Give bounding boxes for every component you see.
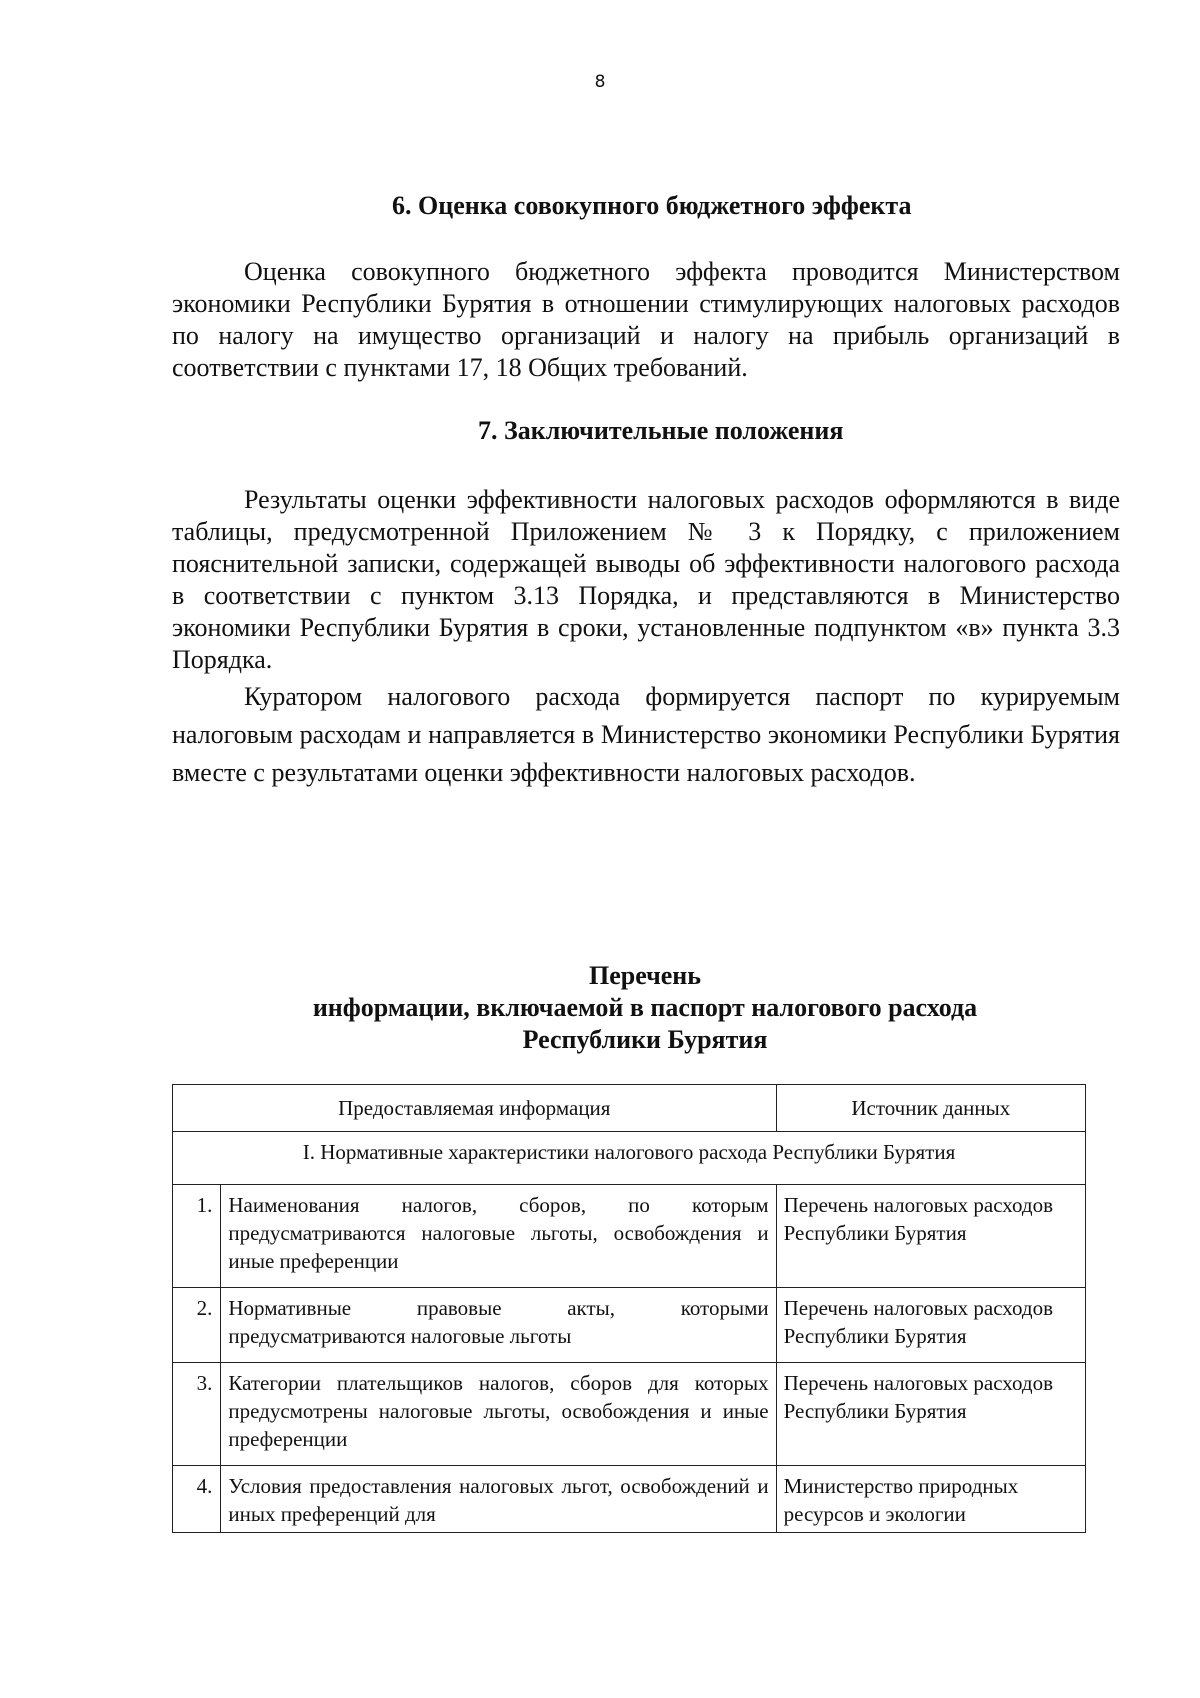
row-source: Перечень налоговых расходов Республики Бурятия <box>776 1288 1085 1363</box>
list-title-line-1: Перечень <box>588 961 702 990</box>
table-row <box>173 1288 1086 1363</box>
section-6-heading: 6. Оценка совокупного бюджетного эффекта <box>392 191 912 220</box>
row-number: 2. <box>173 1288 221 1363</box>
row-info: Категории плательщиков налогов, сборов для которых предусмотрены налоговые льготы, освобождения и иные преференции <box>221 1363 776 1466</box>
section-6-paragraph: Оценка совокупного бюджетного эффекта проводится Министерством экономики Республики Бурятия в отношении стимулирующих налоговых расходов по налогу на имущество организаций и налогу на прибыль организаций в соответствии с пунктами 17, 18 Общих требований. <box>172 257 1120 382</box>
row-number: 4. <box>173 1466 221 1533</box>
table-header-row <box>173 1085 1086 1132</box>
table-row <box>173 1363 1086 1466</box>
row-source: Перечень налоговых расходов Республики Бурятия <box>776 1363 1085 1466</box>
table-row <box>173 1185 1086 1288</box>
row-number: 1. <box>173 1185 221 1288</box>
header-source: Источник данных <box>776 1085 1085 1132</box>
table-row <box>173 1466 1086 1533</box>
list-title-line-2: информации, включаемой в паспорт налогового расхода <box>312 993 978 1022</box>
table-section-row <box>173 1132 1086 1185</box>
row-info: Наименования налогов, сборов, по которым предусматриваются налоговые льготы, освобождения и иные преференции <box>221 1185 776 1288</box>
passport-info-table <box>172 1084 1086 1533</box>
header-info: Предоставляемая информация <box>173 1085 777 1132</box>
section-title: I. Нормативные характеристики налогового расхода Республики Бурятия <box>173 1132 1086 1185</box>
section-7-paragraph-1: Результаты оценки эффективности налоговых расходов оформляются в виде таблицы, предусмотренной Приложением № 3 к Порядку, с приложением пояснительной записки, содержащей выводы об эффективности налогового расхода в соответствии с пунктом 3.13 Порядка, и представляются в Министерство экономики Республики Бурятия в сроки, установленные подпунктом «в» пункта 3.3 Порядка. <box>172 485 1120 674</box>
row-info: Условия предоставления налоговых льгот, освобождений и иных преференций для <box>221 1466 776 1533</box>
section-7-paragraph-2: Куратором налогового расхода формируется паспорт по курируемым налоговым расходам и направляется в Министерство экономики Республики Бурятия вместе с результатами оценки эффективности налоговых расходов. <box>172 682 1120 787</box>
row-source: Перечень налоговых расходов Республики Бурятия <box>776 1185 1085 1288</box>
row-source: Министерство природных ресурсов и экологии <box>776 1466 1085 1533</box>
section-7-heading: 7. Заключительные положения <box>478 416 844 445</box>
list-title-line-3: Республики Бурятия <box>522 1025 768 1054</box>
list-title <box>0 960 1200 1056</box>
row-info: Нормативные правовые акты, которыми предусматриваются налоговые льготы <box>221 1288 776 1363</box>
row-number: 3. <box>173 1363 221 1466</box>
page-number: 8 <box>594 72 606 92</box>
